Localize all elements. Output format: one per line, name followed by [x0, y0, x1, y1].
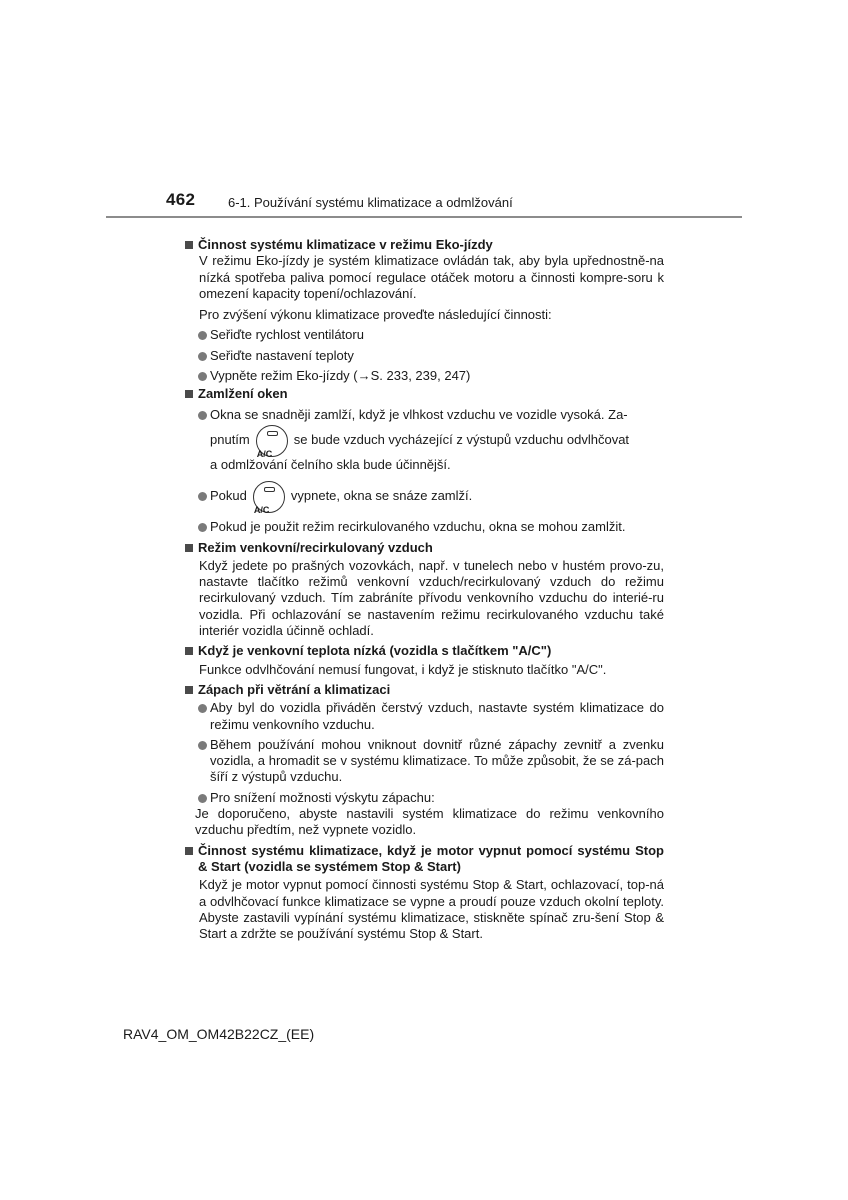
page-header	[166, 190, 742, 218]
heading-text: Když je venkovní teplota nízká (vozidla s tlačítkem "A/C")	[198, 643, 552, 659]
ac-button-icon	[256, 425, 288, 457]
ac-button-label: A/C	[253, 504, 270, 515]
circle-bullet-icon	[198, 372, 207, 381]
paragraph: Když je motor vypnut pomocí činnosti systému Stop & Start, ochlazovací, top-ná a odvlhčovací funkce klimatizace se vypne a proudí pouze vzduch okolní teploty. Abyste zastavili vypínání systému klimatizace, stiskněte spínač zru-šení Stop & Start a zdržte se používání systému Stop & Start.	[199, 877, 664, 942]
square-bullet-icon	[185, 686, 193, 694]
heading-text: Činnost systému klimatizace, když je motor vypnut pomocí systému Stop & Start (vozidla se systémem Stop & Start)	[198, 842, 664, 874]
list-item-text: vypnete, okna se snáze zamlží.	[290, 488, 473, 504]
square-bullet-icon	[185, 647, 193, 655]
paragraph: V režimu Eko-jízdy je systém klimatizace ovládán tak, aby byla upřednostně-na nízká spotřeba paliva pomocí regulace otáček motoru a činnosti kompre-soru k omezení kapacity topení/ochlazování.	[199, 253, 664, 301]
page-number: 462	[166, 190, 196, 209]
square-bullet-icon	[185, 241, 193, 249]
header-rule	[106, 216, 742, 218]
list-item	[184, 790, 664, 839]
section-heading-air-mode	[184, 540, 664, 556]
list-item	[184, 407, 664, 474]
square-bullet-icon	[185, 544, 193, 552]
list-item-line	[210, 423, 664, 457]
heading-text: Režim venkovní/recirkulovaný vzduch	[198, 539, 433, 555]
heading-text: Činnost systému klimatizace v režimu Eko-jízdy	[198, 237, 493, 252]
paragraph: Funkce odvlhčování nemusí fungovat, i když je stisknuto tlačítko "A/C".	[199, 661, 607, 677]
section-heading-fog	[184, 386, 664, 402]
list-item-text: Aby byl do vozidla přiváděn čerstvý vzduch, nastavte systém klimatizace do režimu venkovního vzduchu.	[210, 700, 664, 732]
list-item-text: Okna se snadněji zamlží, když je vlhkost vzduchu ve vozidle vysoká. Za-	[210, 406, 628, 422]
page-content	[184, 235, 664, 942]
ac-button-icon	[253, 481, 285, 513]
list-item-text: Pro snížení možnosti výskytu zápachu:	[210, 789, 435, 805]
list-item	[184, 327, 664, 343]
list-item-text: Vypněte režim Eko-jízdy (→S. 233, 239, 247)	[210, 368, 471, 384]
list-item-text: Seřiďte rychlost ventilátoru	[210, 327, 364, 343]
list-item	[184, 348, 664, 364]
square-bullet-icon	[185, 390, 193, 398]
circle-bullet-icon	[198, 794, 207, 803]
list-item	[184, 700, 664, 733]
circle-bullet-icon	[198, 331, 207, 340]
square-bullet-icon	[185, 847, 193, 855]
heading-text: Zápach při větrání a klimatizaci	[198, 681, 391, 697]
list-item-text: Během používání mohou vniknout dovnitř různé zápachy zevnitř a zvenku vozidla, a hromadit se v systému klimatizace. To může způsobit, že se zá-pach šíří z výstupů vzduchu.	[210, 736, 664, 785]
document-code: RAV4_OM_OM42B22CZ_(EE)	[123, 1026, 315, 1042]
list-item-text: Pokud	[210, 488, 247, 504]
list-item-text: pnutím	[210, 431, 250, 447]
circle-bullet-icon	[198, 523, 207, 532]
section-heading-eko	[184, 237, 664, 253]
list-item	[184, 368, 664, 384]
circle-bullet-icon	[198, 704, 207, 713]
heading-text: Zamlžení oken	[198, 386, 288, 402]
list-item-text: se bude vzduch vycházející z výstupů vzduchu odvlhčovat	[293, 431, 630, 447]
section-heading-stop-start	[184, 843, 664, 876]
section-heading-odor	[184, 682, 664, 698]
indicator-light-icon	[267, 431, 278, 436]
list-item	[184, 737, 664, 786]
indicator-light-icon	[264, 487, 275, 492]
list-item-text: Je doporučeno, abyste nastavili systém klimatizace do režimu venkovního vzduchu předtím, než vypnete vozidlo.	[195, 806, 664, 838]
circle-bullet-icon	[198, 741, 207, 750]
list-item-text: Seřiďte nastavení teploty	[210, 347, 354, 363]
list-item-text: a odmlžování čelního skla bude účinnější.	[210, 456, 451, 472]
section-heading-low-temp	[184, 643, 664, 659]
list-item	[184, 479, 664, 513]
chapter-title: 6-1. Používání systému klimatizace a odmlžování	[228, 195, 513, 210]
circle-bullet-icon	[198, 411, 207, 420]
circle-bullet-icon	[198, 352, 207, 361]
list-item	[184, 519, 664, 535]
ac-button-label: A/C	[256, 448, 273, 459]
list-item-text: Pokud je použit režim recirkulovaného vzduchu, okna se mohou zamlžit.	[210, 519, 626, 535]
circle-bullet-icon	[198, 492, 207, 501]
paragraph: Pro zvýšení výkonu klimatizace proveďte následující činnosti:	[199, 307, 552, 323]
paragraph: Když jedete po prašných vozovkách, např. v tunelech nebo v hustém provo-zu, nastavte tlačítko režimů venkovní vzduch/recirkulovaný vzduch do režimu recirkulovaný vzduch. Tím zabráníte přívodu venkovního vzduchu do interié-ru vozidla. Při ochlazování se nastavením režimu recirkulovaného vzduchu také interiér vozidla účinně ochladí.	[199, 557, 664, 639]
